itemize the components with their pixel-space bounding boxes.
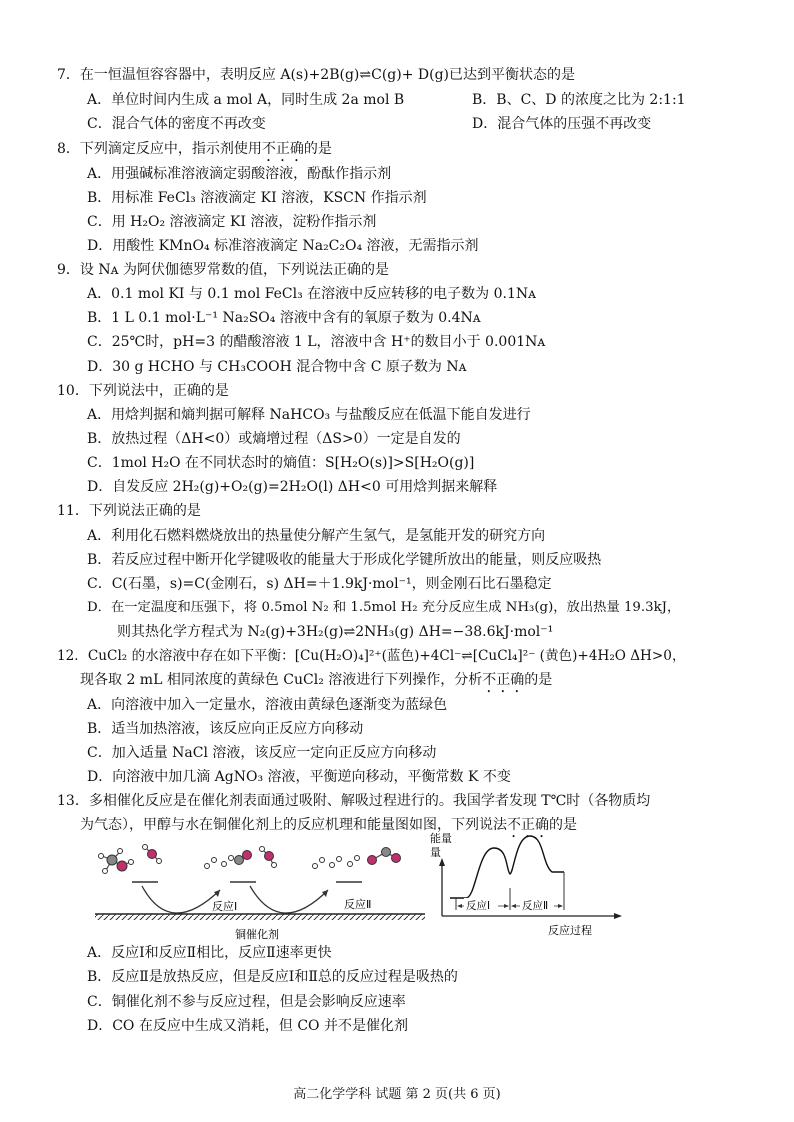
q10-option-a: A．用焓判据和熵判据可解释 NaHCO₃ 与盐酸反应在低温下能自发进行	[87, 407, 531, 423]
q9-option-b: B．1 L 0.1 mol·L⁻¹ Na₂SO₄ 溶液中含有的氧原子数为 0.4Nᴀ	[87, 310, 481, 326]
energy-axis-label-2: 量	[430, 846, 441, 859]
q8-stem-emphasis: 不正确	[261, 141, 304, 157]
q13-stem-emphasis: 不正确	[507, 817, 549, 833]
q13-option-c: C．铜催化剂不参与反应过程，但是会影响反应速率	[87, 994, 406, 1010]
q12-option-c: C．加入适量 NaCl 溶液，该反应一定向正反应方向移动	[87, 745, 437, 761]
energy-reaction1-label: 反应Ⅰ	[466, 900, 491, 912]
q10-stem: 10．下列说法中，正确的是	[57, 383, 229, 399]
q11-option-d-line1: D．在一定温度和压强下，将 0.5mol N₂ 和 1.5mol H₂ 充分反应生成 NH₃(g)，放出热量 19.3kJ，	[87, 600, 681, 615]
q10-option-c: C．1mol H₂O 在不同状态时的熵值：S[H₂O(s)]>S[H₂O(g)]	[87, 455, 475, 471]
q12-stem-post: 的是	[524, 672, 553, 688]
energy-curve	[450, 836, 564, 898]
q7-option-b: B．B、C、D 的浓度之比为 2:1:1	[472, 92, 686, 108]
energy-x-axis-label: 反应过程	[548, 924, 592, 937]
q7-option-d: D．混合气体的压强不再改变	[472, 116, 652, 132]
q7-option-c: C．混合气体的密度不再改变	[87, 116, 266, 132]
q10-option-b: B．放热过程（ΔH<0）或熵增过程（ΔS>0）一定是自发的	[87, 431, 461, 447]
q13-option-b: B．反应Ⅱ是放热反应，但是反应Ⅰ和Ⅱ总的反应过程是吸热的	[87, 969, 458, 985]
q12-option-d: D．向溶液中加几滴 AgNO₃ 溶液，平衡逆向移动，平衡常数 K 不变	[87, 769, 511, 785]
q11-option-c: C．C(石墨，s)=C(金刚石，s) ΔH=＋1.9kJ·mol⁻¹，则金刚石比石墨稳定	[87, 576, 552, 592]
q8-stem-pre: 8．下列滴定反应中，指示剂使用	[57, 141, 262, 157]
q9-option-a: A．0.1 mol KI 与 0.1 mol FeCl₃ 在溶液中反应转移的电子数为 0.1Nᴀ	[87, 286, 537, 302]
energy-axis-label: 能量	[430, 832, 452, 845]
q11-option-a: A．利用化石燃料燃烧放出的热量使分解产生氢气，是氢能开发的研究方向	[87, 528, 546, 544]
q13-stem-line1: 13．多相催化反应是在催化剂表面通过吸附、解吸过程进行的。我国学者发现 T℃时（各物质均	[57, 793, 651, 809]
reaction2-arrow	[250, 886, 328, 913]
q13-stem-post: 的是	[549, 817, 577, 833]
water-molecule	[143, 845, 162, 864]
q11-option-b: B．若反应过程中断开化学键吸收的能量大于形成化学键所放出的能量，则反应吸热	[87, 552, 602, 568]
q12-stem-line1: 12．CuCl₂ 的水溶液中存在如下平衡：[Cu(H₂O)₄]²⁺(蓝色)+4Cl⁻⇌[CuCl₄]²⁻ (黄色)+4H₂O ΔH>0，	[57, 648, 686, 664]
q12-stem-pre: 现各取 2 mL 相同浓度的黄绿色 CuCl₂ 溶液进行下列操作，分析	[80, 672, 483, 688]
q8-option-b: B．用标准 FeCl₃ 溶液滴定 KI 溶液，KSCN 作指示剂	[87, 190, 427, 206]
catalyst-label: 铜催化剂	[235, 928, 279, 941]
product-molecules	[313, 848, 401, 869]
q13-stem-pre: 为气态），甲醇与水在铜催化剂上的反应机理和能量图如图，下列说法	[80, 817, 507, 833]
mechanism-figure	[90, 838, 430, 950]
q8-stem-post: 的是	[303, 141, 332, 157]
q12-option-a: A．向溶液中加入一定量水，溶液由黄绿色逐渐变为蓝绿色	[87, 697, 448, 713]
q8-option-d: D．用酸性 KMnO₄ 标准溶液滴定 Na₂C₂O₄ 溶液，无需指示剂	[87, 238, 479, 254]
energy-reaction2-label: 反应Ⅱ	[522, 900, 549, 912]
q9-option-c: C．25℃时，pH=3 的醋酸溶液 1 L，溶液中含 H⁺的数目小于 0.001Nᴀ	[87, 334, 546, 350]
q7-option-a: A．单位时间内生成 a mol A，同时生成 2a mol B	[87, 92, 405, 108]
catalyst-surface	[95, 914, 425, 920]
reaction1-label: 反应Ⅰ	[212, 900, 238, 913]
q11-option-d-line2: 则其热化学方程式为 N₂(g)+3H₂(g)⇌2NH₃(g) ΔH=−38.6kJ·mol⁻¹	[117, 624, 554, 640]
reaction2-label: 反应Ⅱ	[344, 898, 372, 911]
q10-option-d: D．自发反应 2H₂(g)+O₂(g)=2H₂O(l) ΔH<0 可用焓判据来解释	[87, 479, 498, 495]
methanol-molecule	[99, 849, 134, 874]
q12-option-b: B．适当加热溶液，该反应向正反应方向移动	[87, 721, 364, 737]
q13-option-a: A．反应Ⅰ和反应Ⅱ相比，反应Ⅱ速率更快	[87, 945, 332, 961]
q8-option-c: C．用 H₂O₂ 溶液滴定 KI 溶液，淀粉作指示剂	[87, 214, 377, 230]
reaction1-arrow	[142, 886, 220, 913]
q7-stem: 7．在一恒温恒容容器中，表明反应 A(s)+2B(g)⇌C(g)+ D(g)已达到平衡状态的是	[57, 67, 576, 83]
page-footer: 高二化学学科 试题 第 2 页(共 6 页)	[293, 1087, 501, 1102]
q8-stem	[57, 139, 332, 165]
q12-stem-line2	[80, 670, 552, 696]
q9-stem: 9．设 Nᴀ 为阿伏伽德罗常数的值，下列说法正确的是	[57, 262, 389, 278]
q12-stem-emphasis: 不正确	[482, 672, 525, 688]
q11-stem: 11．下列说法正确的是	[57, 503, 201, 519]
energy-diagram	[428, 828, 628, 940]
intermediate-molecules	[205, 847, 277, 869]
q8-option-a: A．用强碱标准溶液滴定弱酸溶液，酚酞作指示剂	[87, 166, 392, 182]
q9-option-d: D．30 g HCHO 与 CH₃COOH 混合物中含 C 原子数为 Nᴀ	[87, 359, 467, 375]
q13-option-d: D．CO 在反应中生成又消耗，但 CO 并不是催化剂	[87, 1018, 408, 1034]
